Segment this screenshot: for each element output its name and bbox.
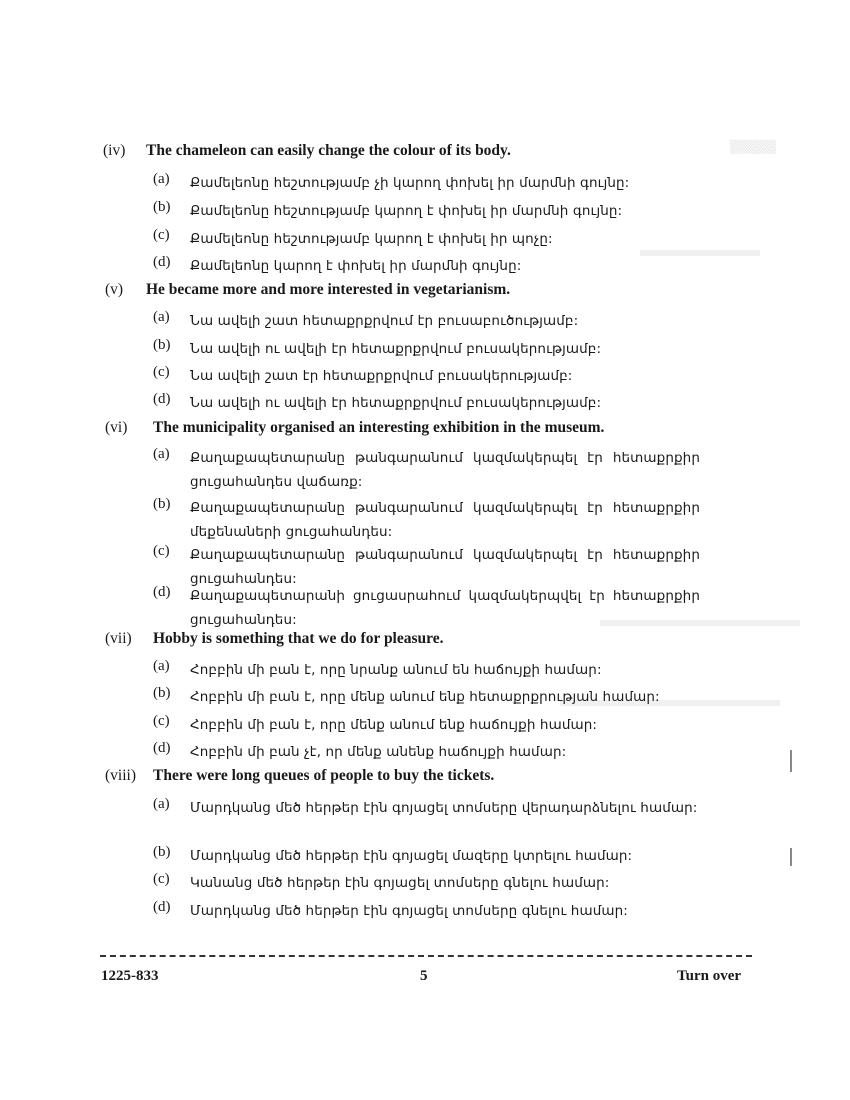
- option-letter: (c): [153, 543, 170, 559]
- question-number: (vi): [105, 419, 128, 436]
- question-number: (v): [105, 281, 124, 298]
- option-text: Հոբբին մի բան է, որը մենք անում ենք հաճույքի համար:: [190, 717, 598, 733]
- option-letter: (b): [153, 844, 171, 860]
- option-letter: (d): [153, 254, 171, 270]
- option-letter: (b): [153, 496, 171, 512]
- option-text: Նա ավելի շատ էր հետաքրքրվում բուսակերությամբ:: [190, 368, 573, 384]
- question-text: He became more and more interested in vegetarianism.: [146, 281, 511, 298]
- footer-divider: [100, 955, 752, 957]
- option-text: Քաղաքապետարանը թանգարանում կազմակերպել էր հետաքրքիր ցուցահանդես:: [190, 547, 700, 587]
- scan-mark: [790, 848, 792, 866]
- option-text: Կանանց մեծ հերթեր էին գոյացել տոմսերը գնելու համար:: [190, 875, 610, 891]
- option-letter: (a): [153, 658, 170, 674]
- question-text: The municipality organised an interesting exhibition in the museum.: [153, 419, 605, 436]
- option-letter: (d): [153, 899, 171, 915]
- option-text: Հոբբին մի բան է, որը մենք անում ենք հետաքրքրության համար:: [190, 689, 660, 705]
- option-text: Քաղաքապետարանը թանգարանում կազմակերպել էր հետաքրքիր ցուցահանդես վաճառք:: [190, 450, 700, 490]
- bleed-through: ▒▒▒▒▒: [730, 140, 777, 154]
- question-text: The chameleon can easily change the colour of its body.: [146, 142, 511, 159]
- question-text: There were long queues of people to buy the tickets.: [153, 767, 495, 784]
- turn-over-label: Turn over: [677, 968, 742, 984]
- option-letter: (d): [153, 740, 171, 756]
- option-letter: (a): [153, 796, 170, 812]
- option-letter: (d): [153, 391, 171, 407]
- option-text: Քամելեոնը հեշտությամբ կարող է փոխել իր պոչը:: [190, 231, 553, 247]
- option-letter: (a): [153, 309, 170, 325]
- option-letter: (c): [153, 713, 170, 729]
- option-text: Քաղաքապետարանը թանգարանում կազմակերպել էր հետաքրքիր մեքենաների ցուցահանդես:: [190, 500, 700, 540]
- option-letter: (b): [153, 199, 171, 215]
- option-letter: (b): [153, 685, 171, 701]
- question-number: (vii): [105, 630, 132, 647]
- question-number: (iv): [103, 142, 126, 159]
- option-letter: (c): [153, 227, 170, 243]
- question-text: Hobby is something that we do for pleasure.: [153, 630, 444, 647]
- option-text: Մարդկանց մեծ հերթեր էին գոյացել մազերը կտրելու համար:: [190, 848, 633, 864]
- page-number: 5: [420, 968, 428, 984]
- option-text: Մարդկանց մեծ հերթեր էին գոյացել տոմսերը վերադարձնելու համար:: [190, 800, 698, 816]
- paper-code: 1225-833: [101, 968, 159, 984]
- option-text: Մարդկանց մեծ հերթեր էին գոյացել տոմսերը գնելու համար:: [190, 903, 628, 919]
- option-letter: (a): [153, 171, 170, 187]
- option-text: Նա ավելի շատ հետաքրքրվում էր բուսաբուծությամբ:: [190, 313, 579, 329]
- option-letter: (c): [153, 871, 170, 887]
- option-letter: (a): [153, 446, 170, 462]
- question-number: (viii): [105, 767, 136, 784]
- option-text: Քամելեոնը հեշտությամբ կարող է փոխել իր մարմնի գույնը:: [190, 203, 623, 219]
- option-text: Հոբբին մի բան չէ, որ մենք անենք հաճույքի համար:: [190, 744, 567, 760]
- option-letter: (d): [153, 584, 171, 600]
- option-text: Քաղաքապետարանի ցուցասրահում կազմակերպվել էր հետաքրքիր ցուցահանդես:: [190, 588, 700, 628]
- option-letter: (c): [153, 364, 170, 380]
- option-text: Քամելեոնը հեշտությամբ չի կարող փոխել իր մարմնի գույնը:: [190, 175, 630, 191]
- scan-mark: [790, 750, 792, 772]
- option-text: Նա ավելի ու ավելի էր հետաքրքրվում բուսակերությամբ:: [190, 395, 602, 411]
- option-text: Քամելեոնը կարող է փոխել իր մարմնի գույնը:: [190, 258, 522, 274]
- option-text: Հոբբին մի բան է, որը նրանք անում են հաճույքի համար:: [190, 662, 602, 678]
- option-text: Նա ավելի ու ավելի էր հետաքրքրվում բուսակերությամբ:: [190, 341, 602, 357]
- option-letter: (b): [153, 337, 171, 353]
